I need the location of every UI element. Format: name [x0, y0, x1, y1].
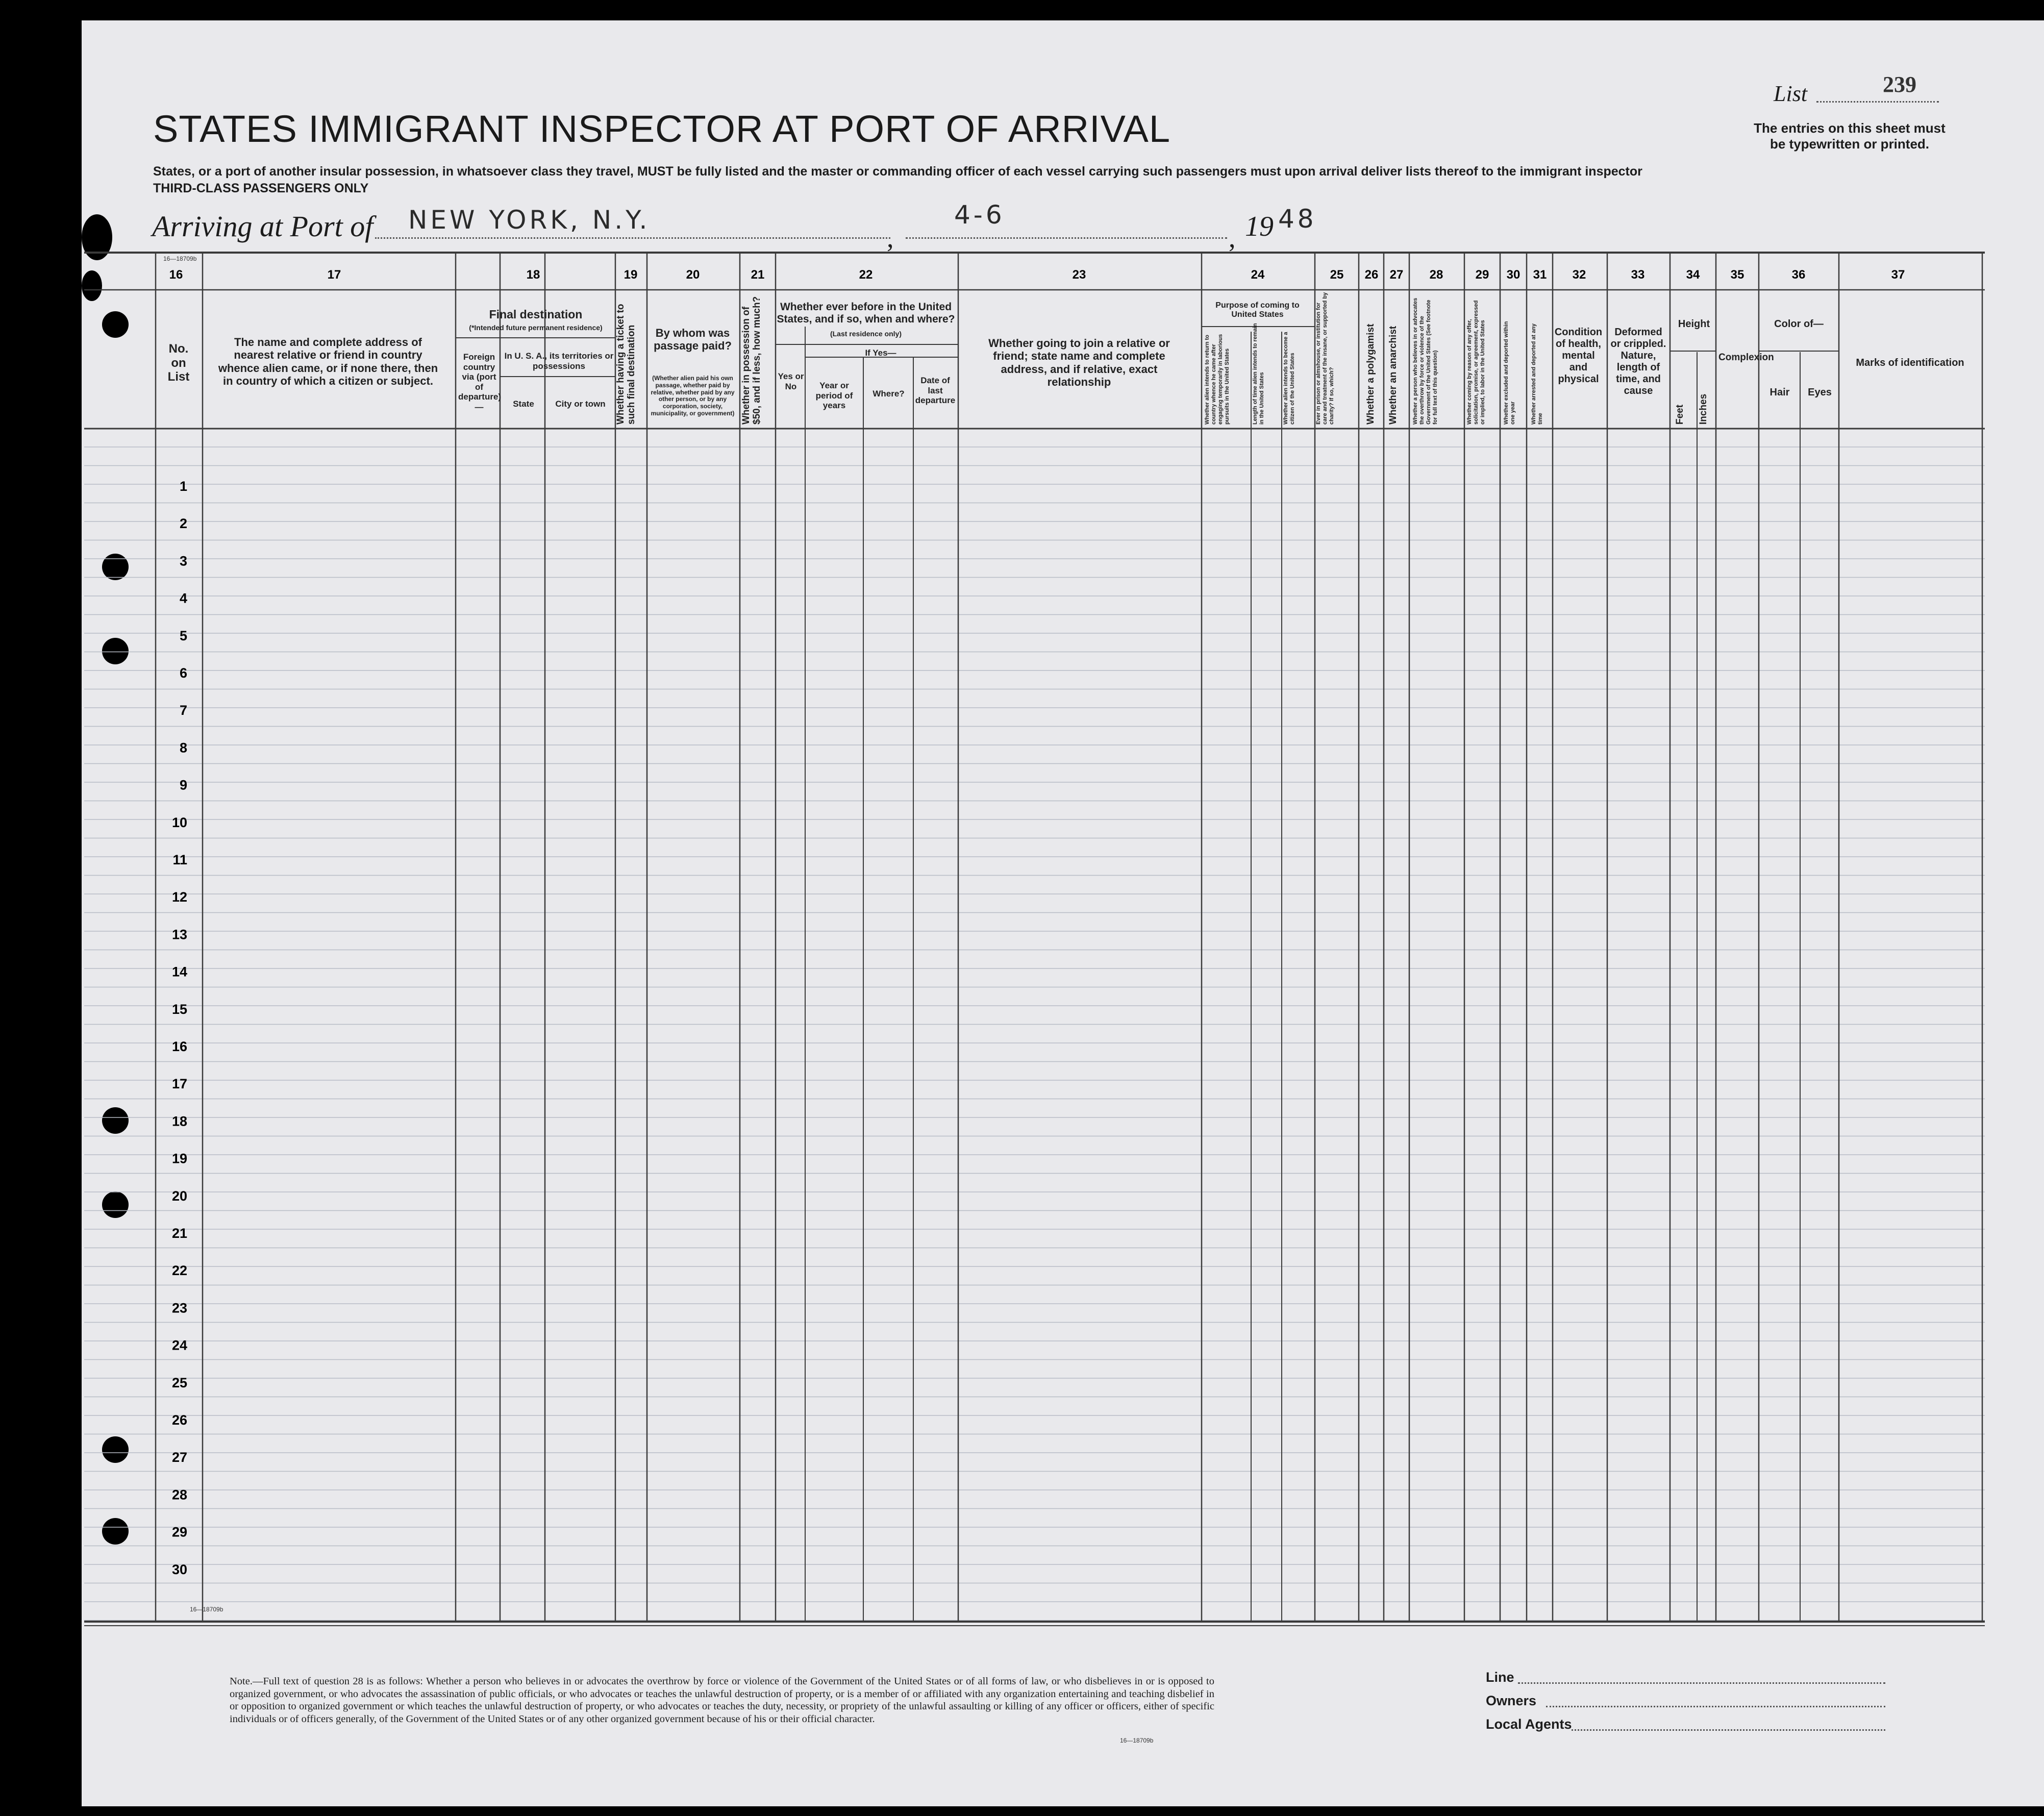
column-number: 19 — [624, 268, 638, 282]
header-anarchist: Whether an anarchist — [1388, 326, 1399, 425]
header-ticket: Whether having a ticket to such final destination — [615, 304, 637, 425]
header-final-destination-sub: (*Intended future permanent residence) — [469, 324, 603, 332]
header-excluded: Whether excluded and deported within one year — [1503, 321, 1516, 425]
row-number: 6 — [179, 665, 187, 681]
row-number: 24 — [171, 1337, 187, 1353]
header-ever-before-sub: (Last residence only) — [830, 330, 902, 338]
line-field[interactable] — [1518, 1682, 1885, 1684]
header-state: State — [513, 399, 534, 409]
row-number: 25 — [171, 1375, 187, 1390]
arrival-year-value[interactable]: 48 — [1278, 204, 1317, 234]
row-number: 20 — [171, 1188, 187, 1204]
column-number: 23 — [1072, 268, 1086, 282]
header-join-relative: Whether going to join a relative or friend; state name and complete address, and if relative, exact relationship — [988, 337, 1170, 388]
row-number: 11 — [172, 852, 187, 867]
column-number: 34 — [1686, 268, 1700, 282]
row-number: 30 — [171, 1561, 187, 1577]
column-number: 29 — [1475, 268, 1489, 282]
ruled-lines — [84, 447, 1985, 1621]
row-numbers — [172, 479, 187, 1577]
instructions-text: States, or a port of another insular possession, in whatsoever class they travel, MUST be fully listed and the master or commanding officer of each vessel carrying such passengers must upon arrival deliver lists thereof to the immigrant inspector — [153, 164, 1642, 179]
row-number: 23 — [171, 1300, 187, 1316]
header-deformed: Deformed or crippled. Nature, length of time, and cause — [1610, 327, 1666, 396]
list-label: List — [1774, 81, 1808, 106]
header-where: Where? — [873, 389, 905, 399]
row-number: 5 — [179, 628, 187, 643]
arrival-date-value[interactable]: 4-6 — [954, 200, 1005, 230]
row-number: 9 — [179, 777, 187, 793]
line-label: Line — [1486, 1670, 1514, 1685]
column-number: 32 — [1572, 268, 1586, 282]
header-labor-offer: Whether coming by reason of any offer, solicitation, promise, or agreement, expressed or implied, to labor in the United States — [1466, 300, 1486, 425]
header-feet: Feet — [1675, 404, 1685, 425]
column-numbers — [169, 268, 1905, 282]
column-number: 21 — [751, 268, 765, 282]
header-health: Condition of health, mental and physical — [1554, 327, 1603, 385]
header-hair: Hair — [1769, 387, 1790, 398]
table-frame — [84, 253, 1985, 1626]
header-purpose-return: Whether alien intends to return to country whence he came after engaging temporarily in laborious pursuits in the United States — [1204, 334, 1230, 425]
form-number-bottom: 16—18709b — [1120, 1737, 1154, 1744]
column-number: 31 — [1533, 268, 1547, 282]
column-number: 20 — [686, 268, 700, 282]
local-agents-field[interactable] — [1572, 1729, 1885, 1731]
page-title: STATES IMMIGRANT INSPECTOR AT PORT OF ARRIVAL — [153, 108, 1171, 150]
header-yes-or-no: Yes or No — [778, 371, 804, 391]
header-height: Height — [1678, 318, 1710, 330]
column-number: 33 — [1631, 268, 1645, 282]
row-number: 28 — [171, 1487, 187, 1503]
header-color-of: Color of— — [1774, 318, 1824, 330]
column-number: 35 — [1730, 268, 1744, 282]
header-passage-paid-sub: (Whether alien paid his own passage, whether paid by relative, whether paid by any other person, or by any corporation, society, municipality, or government) — [651, 375, 735, 417]
row-number: 29 — [171, 1524, 187, 1540]
header-final-destination: Final destination — [489, 308, 583, 321]
header-purpose-length: Length of time alien intends to remain in the United States — [1252, 323, 1265, 425]
header-city: City or town — [555, 399, 606, 409]
header-marks: Marks of identification — [1856, 357, 1964, 368]
row-number: 3 — [179, 553, 187, 569]
header-purpose: Purpose of coming to United States — [1215, 301, 1300, 319]
entries-note: The entries on this sheet must be typewritten or printed. — [1754, 120, 1946, 152]
column-number: 37 — [1891, 268, 1905, 282]
header-ever-before: Whether ever before in the United States, and if so, when and where? — [777, 301, 955, 326]
header-polygamist: Whether a polygamist — [1365, 324, 1376, 425]
form-number-top: 16—18709b — [163, 255, 197, 262]
footnote-question-28: Note.—Full text of question 28 is as follows: Whether a person who believes in or advocates the overthrow by force or violence of the Government of the United States or of all forms of law, or who disbelieves in or is opposed to organized government, or who advocates the assassination of public officials, or who advocates or teaches the unlawful destruction of property, or is a member of or affiliated with any organization entertaining and teaching disbelief in or opposition to organized government or which teaches the unlawful destruction of property, or who advocates or teaches the duty, necessity, or propriety of the unlawful assaulting or killing of any officer or officers, either of specific individuals or of officers generally, of the Government of the United States or of any other organized government because of his or their official character. — [230, 1676, 1214, 1725]
column-number: 22 — [859, 268, 873, 282]
column-number: 26 — [1364, 268, 1379, 282]
header-inches: Inches — [1698, 393, 1709, 425]
header-date-last-departure: Date of last departure — [915, 376, 956, 406]
arrival-year-prefix: 19 — [1245, 211, 1274, 242]
owners-field[interactable] — [1546, 1706, 1885, 1707]
row-number: 26 — [171, 1412, 187, 1428]
column-number: 18 — [526, 268, 540, 282]
header-fifty-dollars: Whether in possession of $50, and if less, how much? — [741, 296, 762, 425]
row-number: 21 — [171, 1226, 187, 1241]
row-number: 17 — [171, 1076, 187, 1092]
column-number: 16 — [169, 268, 183, 282]
passenger-class: THIRD-CLASS PASSENGERS ONLY — [153, 181, 369, 195]
column-number: 28 — [1429, 268, 1443, 282]
row-number: 7 — [179, 703, 187, 718]
row-number: 2 — [179, 516, 187, 532]
column-number: 36 — [1791, 268, 1806, 282]
row-number: 18 — [171, 1113, 187, 1129]
row-number: 13 — [171, 927, 187, 942]
header-no-on-list: No. on List — [167, 342, 190, 384]
arrival-port-value[interactable]: NEW YORK, N.Y. — [408, 205, 651, 235]
row-number: 12 — [171, 889, 187, 905]
header-eyes: Eyes — [1808, 387, 1832, 398]
column-dividers — [156, 253, 1982, 1622]
column-number: 17 — [327, 268, 341, 282]
header-passage-paid: By whom was passage paid? — [654, 327, 732, 353]
row-number: 8 — [179, 740, 187, 756]
header-arrested: Whether arrested and deported at any time — [1531, 323, 1543, 425]
row-number: 1 — [179, 479, 187, 494]
header-complexion: Complexion — [1718, 352, 1774, 363]
header-purpose-citizen: Whether alien intends to become a citizen of the United States — [1283, 332, 1295, 425]
header-in-usa: In U. S. A., its territories or possessions — [504, 351, 614, 371]
owners-label: Owners — [1486, 1693, 1537, 1708]
header-foreign-country: Foreign country via (port of departure)— — [458, 352, 502, 412]
row-number: 22 — [171, 1263, 187, 1279]
list-number[interactable]: 239 — [1883, 72, 1916, 97]
header-overthrow: Whether a person who believes in or advocates the overthrow by force or violence of the Government of the United States (See footnote for full text of this question) — [1412, 297, 1438, 425]
row-number: 4 — [179, 590, 187, 606]
column-number: 25 — [1330, 268, 1344, 282]
column-number: 27 — [1389, 268, 1404, 282]
column-number: 30 — [1506, 268, 1520, 282]
header-nearest-relative: The name and complete address of nearest relative or friend in country whence alien came, or if none there, then in country of which a citizen or subject. — [218, 336, 438, 387]
row-number: 10 — [171, 814, 187, 830]
local-agents-label: Local Agents — [1486, 1717, 1572, 1732]
row-number: 27 — [171, 1450, 187, 1465]
column-number: 24 — [1251, 268, 1265, 282]
row-number: 16 — [171, 1039, 187, 1054]
header-prison: Ever in prison or almshouse, or institution for care and treatment of the insane, or supported by charity? If so, which? — [1315, 292, 1335, 425]
form-number-bottom-left: 16—18709b — [190, 1606, 223, 1613]
row-number: 15 — [171, 1001, 187, 1017]
arrival-port-label: Arriving at Port of — [152, 210, 373, 243]
header-if-yes: If Yes— — [865, 348, 896, 358]
row-number: 14 — [171, 964, 187, 980]
header-year-period: Year or period of years — [815, 381, 853, 411]
row-number: 19 — [171, 1151, 187, 1166]
